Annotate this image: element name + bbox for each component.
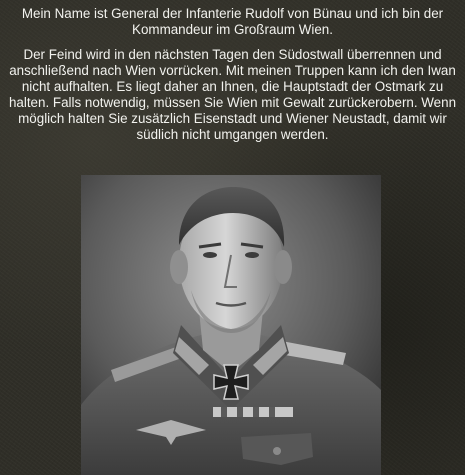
mission-orders: Der Feind wird in den nächsten Tagen den Südostwall überrennen und anschließend nach Wien vorrücken. Mit meinen Truppen kann ich den Iwan nicht aufhalten. Es liegt daher an Ihnen, die Hauptstadt der Ostmark zu halten. Falls notwendig, müssen Sie Wien mit Gewalt zurückerobern. Wenn möglich halten Sie zusätzlich Eisenstadt und Wiener Neustadt, damit wir südlich nicht umgangen werden. — [8, 47, 457, 142]
portrait-image — [81, 175, 381, 475]
mission-briefing — [0, 0, 465, 143]
commander-introduction: Mein Name ist General der Infanterie Rudolf von Bünau und ich bin der Kommandeur im Großraum Wien. — [21, 6, 444, 37]
commander-portrait — [81, 175, 381, 475]
